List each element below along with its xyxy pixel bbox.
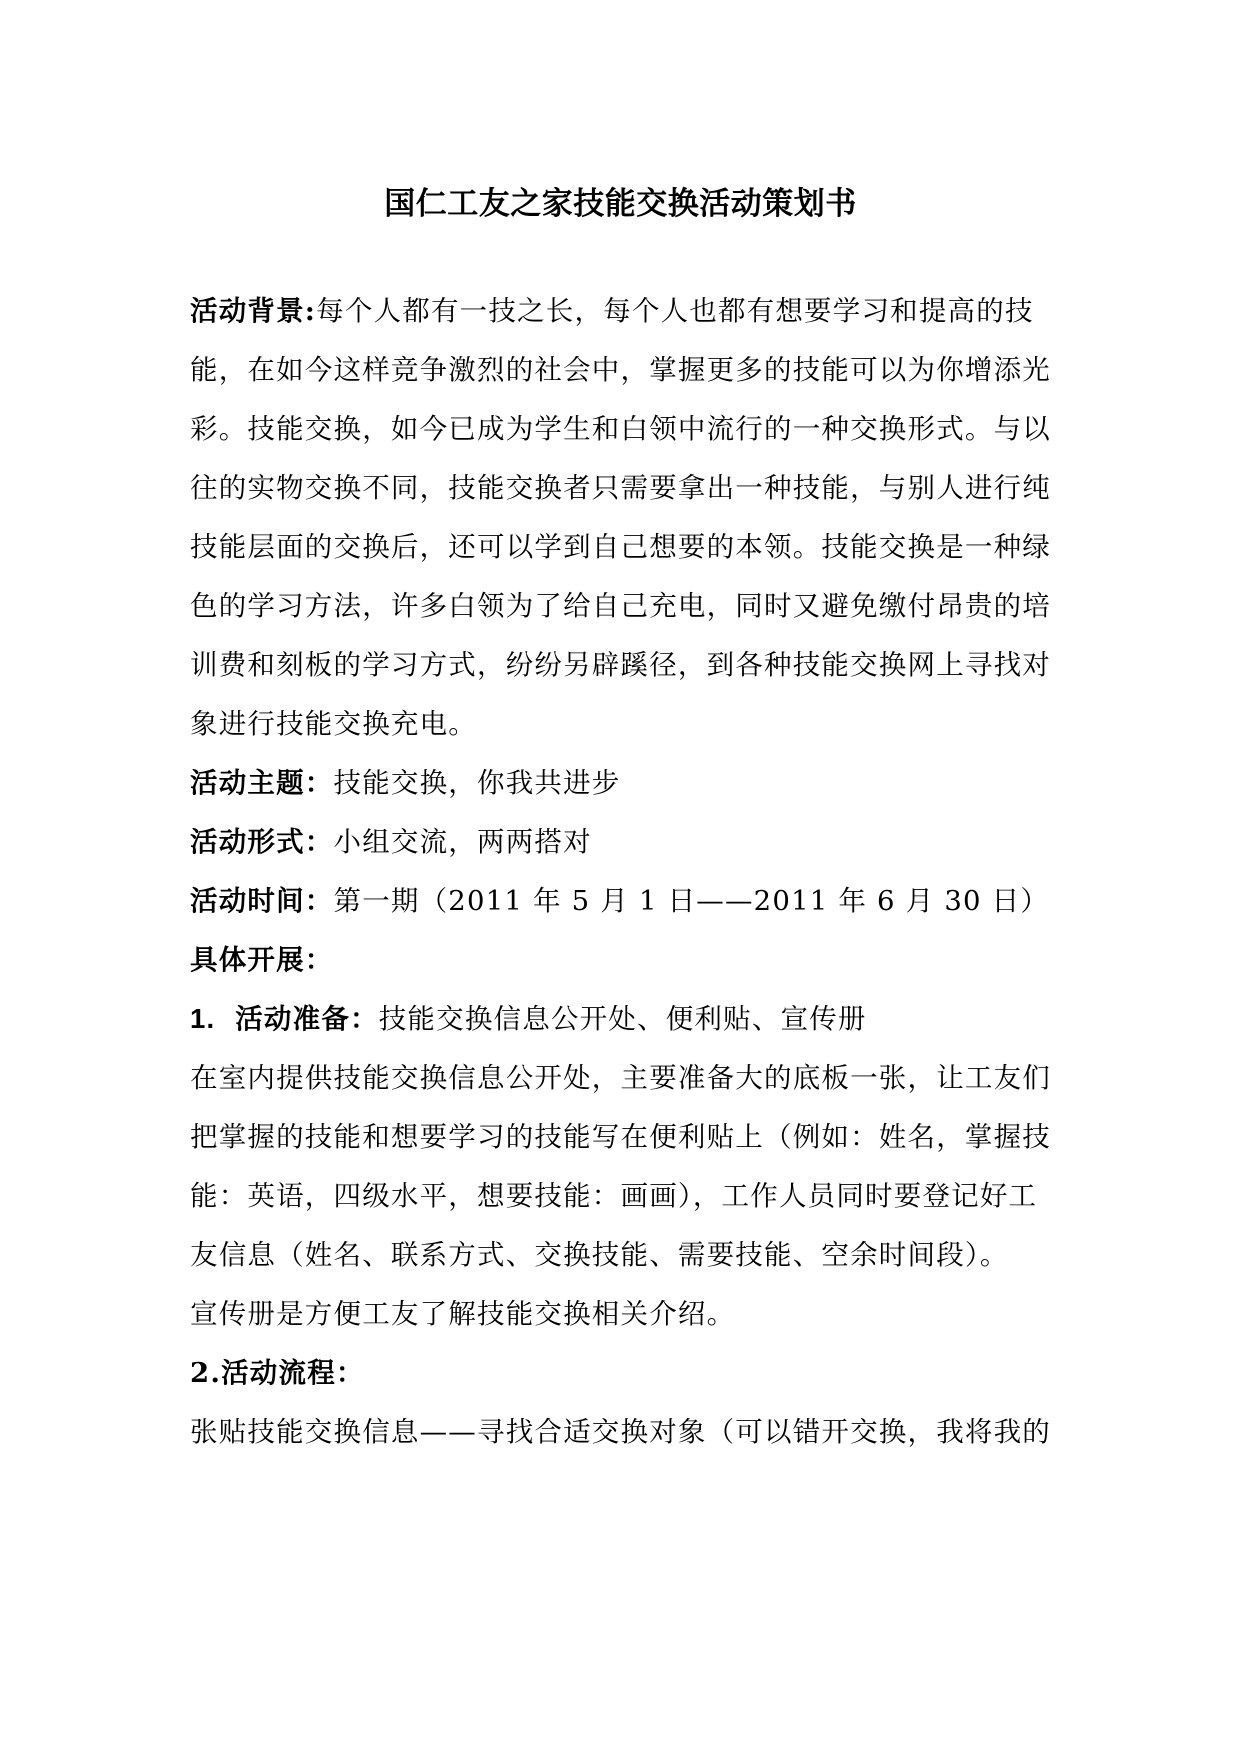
- document-title: 国仁工友之家技能交换活动策划书: [384, 186, 857, 222]
- process-heading: 2.活动流程：: [190, 1357, 365, 1389]
- form-text: 小组交流，两两搭对: [333, 826, 592, 858]
- process-paragraph-line: 张贴技能交换信息——寻找合适交换对象（可以错开交换，我将我的: [190, 1416, 1051, 1448]
- prep-heading-line: [190, 1001, 1070, 1037]
- background-paragraph-line: 象进行技能交换充电。: [190, 708, 477, 740]
- background-paragraph-line: 色的学习方法，许多白领为了给自己充电，同时又避免缴付昂贵的培: [190, 590, 1051, 622]
- prep-text: 技能交换信息公开处、便利贴、宣传册: [378, 1003, 867, 1035]
- background-label: 活动背景:: [190, 295, 317, 327]
- background-paragraph-line: 彩。技能交换，如今已成为学生和白领中流行的一种交换形式。与以: [190, 413, 1051, 445]
- background-text: 每个人都有一技之长，每个人也都有想要学习和提高的技: [316, 295, 1034, 327]
- background-paragraph-line-1: [190, 293, 1070, 329]
- time-text: 第一期（2011 年 5 月 1 日——2011 年 6 月 30 日）: [333, 885, 1050, 917]
- prep-paragraph-line: 把掌握的技能和想要学习的技能写在便利贴上（例如：姓名，掌握技: [190, 1121, 1051, 1153]
- prep-paragraph-line: 能：英语，四级水平，想要技能：画画），工作人员同时要登记好工: [190, 1180, 1038, 1212]
- prep-paragraph-line: 友信息（姓名、联系方式、交换技能、需要技能、空余时间段）。: [190, 1239, 1009, 1271]
- theme-label: 活动主题：: [190, 767, 334, 799]
- prep-paragraph-line: 宣传册是方便工友了解技能交换相关介绍。: [190, 1298, 736, 1330]
- details-heading: 具体开展：: [190, 944, 334, 976]
- theme-text: 技能交换，你我共进步: [333, 767, 621, 799]
- time-label: 活动时间：: [190, 885, 334, 917]
- theme-line: [190, 765, 1070, 801]
- background-paragraph-line: 往的实物交换不同，技能交换者只需要拿出一种技能，与别人进行纯: [190, 472, 1051, 504]
- background-paragraph-line: 技能层面的交换后，还可以学到自己想要的本领。技能交换是一种绿: [190, 531, 1051, 563]
- prep-label: 活动准备：: [235, 1003, 379, 1035]
- background-paragraph-line: 训费和刻板的学习方式，纷纷另辟蹊径，到各种技能交换网上寻找对: [190, 649, 1051, 681]
- prep-number: 1.: [190, 1003, 216, 1034]
- form-line: [190, 824, 1070, 860]
- form-label: 活动形式：: [190, 826, 334, 858]
- background-paragraph-line: 能，在如今这样竞争激烈的社会中，掌握更多的技能可以为你增添光: [190, 354, 1051, 386]
- prep-paragraph-line: 在室内提供技能交换信息公开处，主要准备大的底板一张，让工友们: [190, 1062, 1051, 1094]
- time-line: [190, 883, 1070, 919]
